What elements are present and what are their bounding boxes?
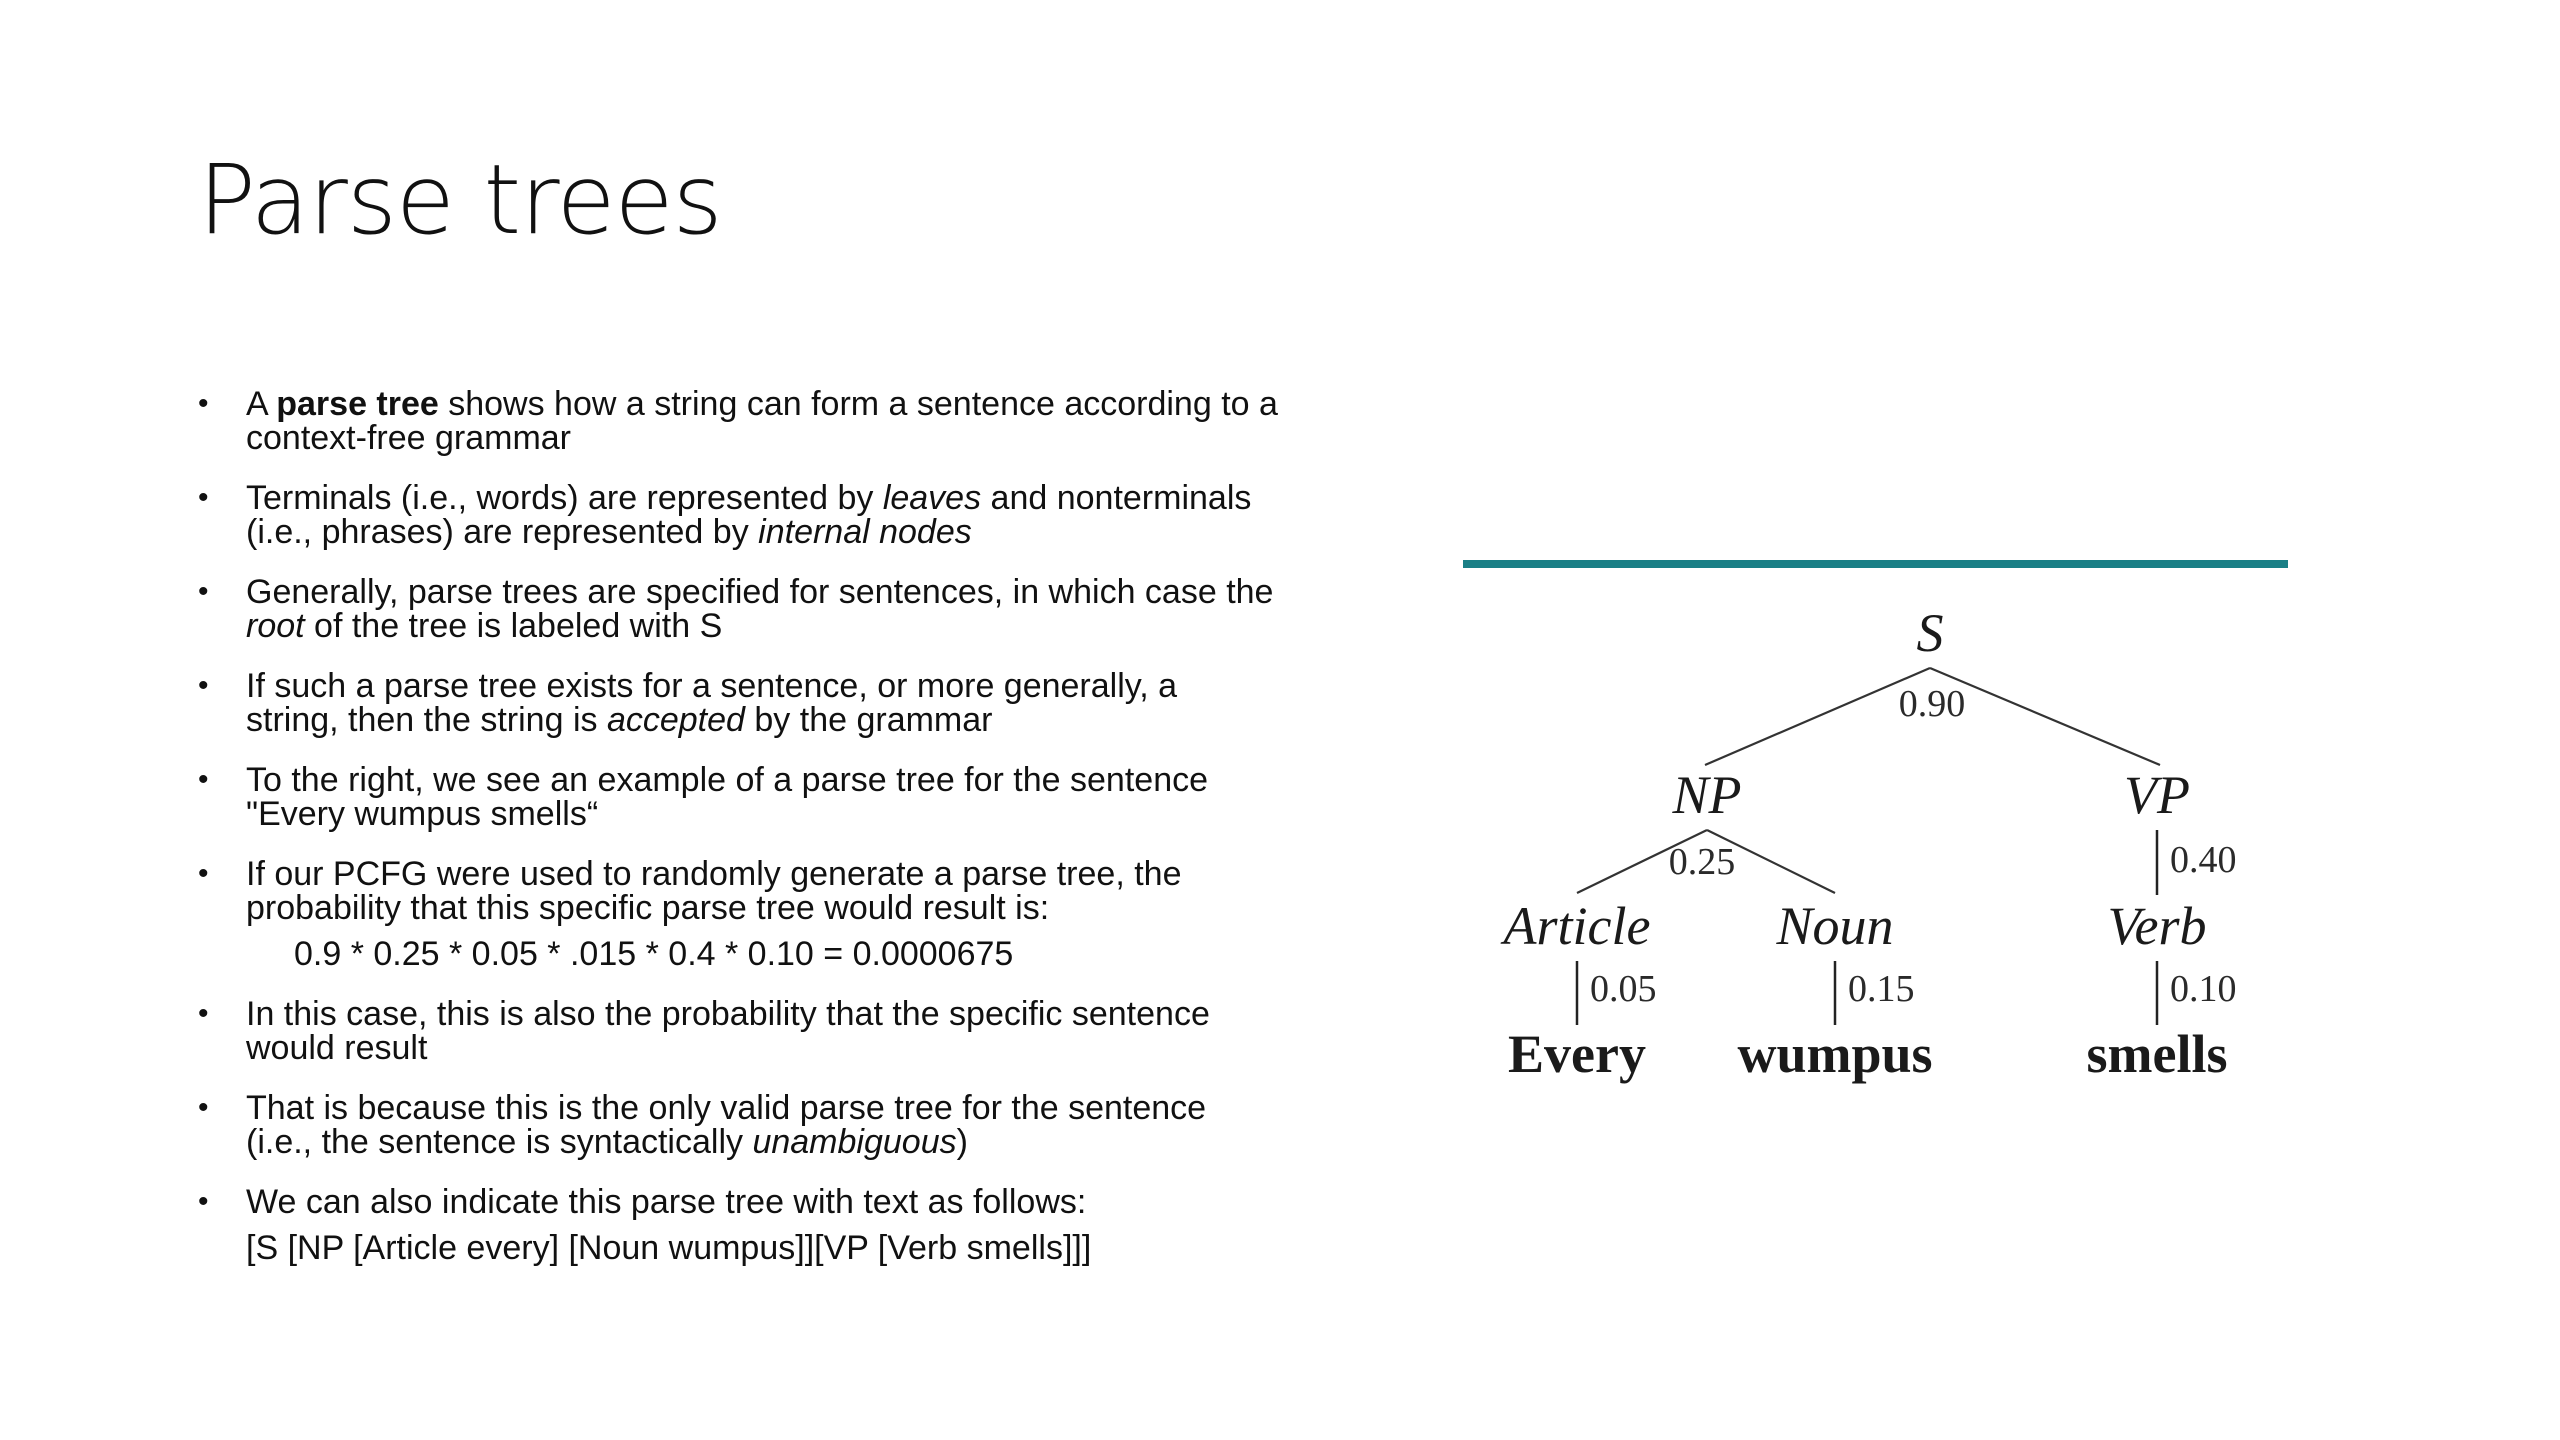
prob-verb-rule: 0.10 [2170, 968, 2237, 1010]
bullet-text: by the grammar [744, 701, 993, 739]
edge-s-np [1705, 668, 1930, 765]
node-vp: VP [2124, 765, 2190, 825]
bracket-notation: [S [NP [Article every] [Noun wumpus]][VP [Verb smells]]] [246, 1229, 1092, 1267]
slide-title: Parse trees [198, 144, 722, 256]
bullet-text: We can also indicate this parse tree with text as follows: [246, 1183, 1087, 1221]
word-wumpus: wumpus [1737, 1024, 1933, 1084]
bullet-text: shows how a string can form a sentence according to a context-free grammar [246, 385, 1278, 457]
italic-term: accepted [606, 701, 745, 739]
bullet-text: and nonterminals (i.e., phrases) are represented by [246, 479, 1252, 551]
node-article: Article [1503, 896, 1651, 956]
bullet-text: If our PCFG were used to randomly generate a parse tree, the probability that this specific parse tree would result is: [246, 855, 1182, 927]
bullet-text: In this case, this is also the probability that the specific sentence would result [246, 995, 1210, 1067]
bullet-text: Generally, parse trees are specified for sentences, in which case the [246, 573, 1274, 611]
bullet-text: Terminals (i.e., words) are represented by [246, 479, 883, 517]
bold-term: parse tree [276, 385, 439, 423]
node-verb: Verb [2107, 896, 2207, 956]
bullet-text: ) [956, 1123, 968, 1161]
bullet-text: To the right, we see an example of a parse tree for the sentence "Every wumpus smells“ [246, 761, 1209, 833]
node-np: NP [1672, 765, 1742, 825]
prob-np-rule: 0.25 [1668, 841, 1736, 883]
bullet-text: A [246, 385, 277, 423]
italic-term: root [246, 607, 305, 645]
italic-term: internal nodes [758, 513, 972, 551]
italic-term: unambiguous [752, 1123, 957, 1161]
prob-vp-rule: 0.40 [2170, 839, 2237, 881]
bullet-text: of the tree is labeled with S [304, 607, 723, 645]
node-noun: Noun [1776, 896, 1894, 956]
bullet-text: That is because this is the only valid parse tree for the sentence (i.e., the sentence is syntactically [246, 1089, 1207, 1161]
probability-formula: 0.9 * 0.25 * 0.05 * .015 * 0.4 * 0.10 = 0.0000675 [294, 935, 1014, 973]
word-every: Every [1508, 1024, 1646, 1084]
word-smells: smells [2086, 1024, 2228, 1084]
italic-term: leaves [882, 479, 982, 517]
prob-noun-rule: 0.15 [1848, 968, 1915, 1010]
prob-s-rule: 0.90 [1898, 683, 1966, 725]
node-s: S [1916, 603, 1944, 663]
prob-article-rule: 0.05 [1590, 968, 1657, 1010]
bullet-text: If such a parse tree exists for a sentence, or more generally, a string, then the string is [246, 667, 1178, 739]
